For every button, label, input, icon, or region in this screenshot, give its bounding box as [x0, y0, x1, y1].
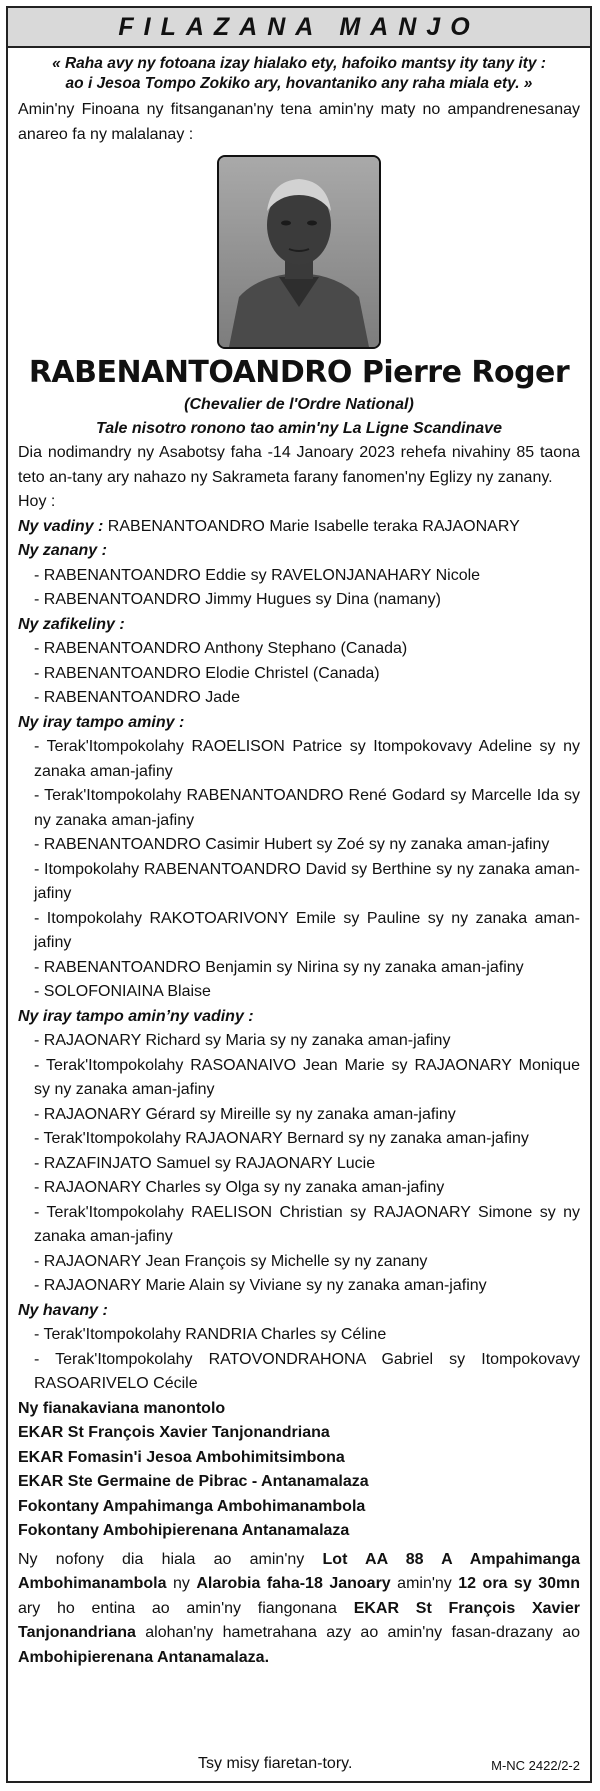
organization-line: EKAR St François Xavier Tanjonandriana: [18, 1424, 330, 1441]
funeral-text: alohan'ny hametrahana azy ao amin'ny fasan-drazany ao: [135, 1624, 580, 1641]
hoy-label: Hoy :: [18, 493, 56, 510]
deceased-honor: (Chevalier de l'Ordre National): [184, 396, 414, 413]
funeral-place: Lot AA 88 A Ampahimanga Ambohimanambola: [18, 1550, 581, 1592]
organization-line: Fokontany Ampahimanga Ambohimanambola: [18, 1497, 366, 1515]
organization-line: EKAR Ste Germaine de Pibrac - Antanamalaza: [18, 1473, 369, 1490]
notice-banner: [8, 8, 590, 48]
announcement-text: Dia nodimandry ny Asabotsy faha -14 Janoary 2023 rehefa nivahiny 85 taona teto an-tany ary nahazo ny Sakrameta farany fanomen'ny Eglizy ny zanany.: [18, 444, 580, 486]
list-item: - Terak'Itompokolahy RABENANTOANDRO René Godard sy Marcelle Ida sy ny zanaka aman-jafiny: [34, 787, 580, 829]
funeral-text: amin'ny: [390, 1575, 459, 1592]
list-item: - RABENANTOANDRO Jade: [34, 689, 240, 706]
funeral-details: [18, 1548, 580, 1671]
funeral-text: Ny nofony dia hiala ao amin'ny: [18, 1550, 323, 1568]
banner-title: FILAZANA MANJO: [118, 12, 480, 41]
notice-content: [8, 48, 590, 1670]
list-item: - RABENANTOANDRO Benjamin sy Nirina sy ny zanaka aman-jafiny: [34, 958, 524, 976]
widow-label: Ny vadiny :: [18, 517, 104, 535]
intro-text: Amin'ny Finoana ny fitsanganan'ny tena amin'ny maty no ampandrenesanay anareo fa ny malalanay :: [18, 101, 580, 143]
list-item: - RAJAONARY Richard sy Maria sy ny zanaka aman-jafiny: [34, 1032, 451, 1049]
list-item: - RAJAONARY Gérard sy Mireille sy ny zanaka aman-jafiny: [34, 1105, 456, 1123]
closing-text: Tsy misy fiaretan-tory.: [198, 1755, 353, 1772]
list-item: - SOLOFONIAINA Blaise: [34, 983, 211, 1000]
list-item: - Terak'Itompokolahy RAOELISON Patrice sy Itompokovavy Adeline sy ny zanaka aman-jafiny: [34, 738, 580, 780]
epigraph: [18, 54, 580, 94]
list-item: - Terak'Itompokolahy RASOANAIVO Jean Marie sy RAJAONARY Monique sy ny zanaka aman-jafiny: [34, 1056, 580, 1098]
funeral-time: 12 ora sy 30mn: [458, 1575, 580, 1592]
list-item: - RAJAONARY Marie Alain sy Viviane sy ny zanaka aman-jafiny: [34, 1277, 487, 1294]
funeral-text: ary ho entina ao amin'ny fiangonana: [18, 1599, 354, 1617]
list-item: - RAZAFINJATO Samuel sy RAJAONARY Lucie: [34, 1154, 376, 1172]
epigraph-line: ao i Jesoa Tompo Zokiko ary, hovantaniko any raha miala ety. »: [65, 75, 533, 92]
list-item: - Itompokolahy RABENANTOANDRO David sy Berthine sy ny zanaka aman-jafiny: [34, 860, 580, 902]
relatives-label: Ny havany :: [18, 1301, 108, 1319]
list-item: - Terak'Itompokolahy RAJAONARY Bernard sy ny zanaka aman-jafiny: [34, 1130, 529, 1147]
deceased-role: Tale nisotro ronono tao amin'ny La Ligne Scandinave: [96, 420, 502, 437]
burial-place: Ambohipierenana Antanamalaza.: [18, 1648, 270, 1666]
portrait-image: [219, 157, 379, 347]
funeral-day: Alarobia faha-18 Janoary: [196, 1575, 391, 1592]
children-label: Ny zanany :: [18, 542, 107, 559]
list-item: - Itompokolahy RAKOTOARIVONY Emile sy Pauline sy ny zanaka aman-jafiny: [34, 909, 580, 951]
list-item: - RABENANTOANDRO Jimmy Hugues sy Dina (namany): [34, 591, 441, 608]
list-item: - Terak'Itompokolahy RAELISON Christian sy RAJAONARY Simone sy ny zanaka aman-jafiny: [34, 1203, 580, 1245]
funeral-text: ny: [166, 1575, 197, 1592]
reference-code: M-NC 2422/2-2: [491, 1758, 580, 1773]
organization-line: EKAR Fomasin'i Jesoa Ambohimitsimbona: [18, 1448, 345, 1466]
list-item: - Terak'Itompokolahy RATOVONDRAHONA Gabriel sy Itompokovavy RASOARIVELO Cécile: [34, 1350, 580, 1392]
in-laws-label: Ny iray tampo amin’ny vadiny :: [18, 1007, 254, 1025]
widow-line: [18, 515, 580, 540]
list-item: - RABENANTOANDRO Anthony Stephano (Canada): [34, 640, 408, 657]
funeral-church: EKAR St François Xavier Tanjonandriana: [18, 1599, 580, 1641]
deceased-name: RABENANTOANDRO Pierre Roger: [28, 355, 570, 390]
siblings-label: Ny iray tampo aminy :: [18, 713, 185, 731]
notice-frame: [6, 6, 592, 1783]
widow-name: RABENANTOANDRO Marie Isabelle teraka RAJAONARY: [103, 517, 520, 535]
deceased-portrait: [217, 155, 381, 349]
grandchildren-label: Ny zafikeliny :: [18, 615, 125, 633]
epigraph-line: « Raha avy ny fotoana izay hialako ety, hafoiko mantsy ity tany ity :: [52, 55, 546, 72]
list-item: - RAJAONARY Jean François sy Michelle sy ny zanany: [34, 1252, 428, 1270]
list-item: - RABENANTOANDRO Elodie Christel (Canada): [34, 664, 380, 682]
list-item: - RABENANTOANDRO Eddie sy RAVELONJANAHARY Nicole: [34, 566, 481, 584]
list-item: - RAJAONARY Charles sy Olga sy ny zanaka aman-jafiny: [34, 1179, 445, 1196]
list-item: - Terak'Itompokolahy RANDRIA Charles sy Céline: [34, 1326, 387, 1343]
list-item: - RABENANTOANDRO Casimir Hubert sy Zoé sy ny zanaka aman-jafiny: [34, 836, 550, 853]
organization-line: Ny fianakaviana manontolo: [18, 1399, 226, 1417]
organization-line: Fokontany Ambohipierenana Antanamalaza: [18, 1522, 350, 1539]
